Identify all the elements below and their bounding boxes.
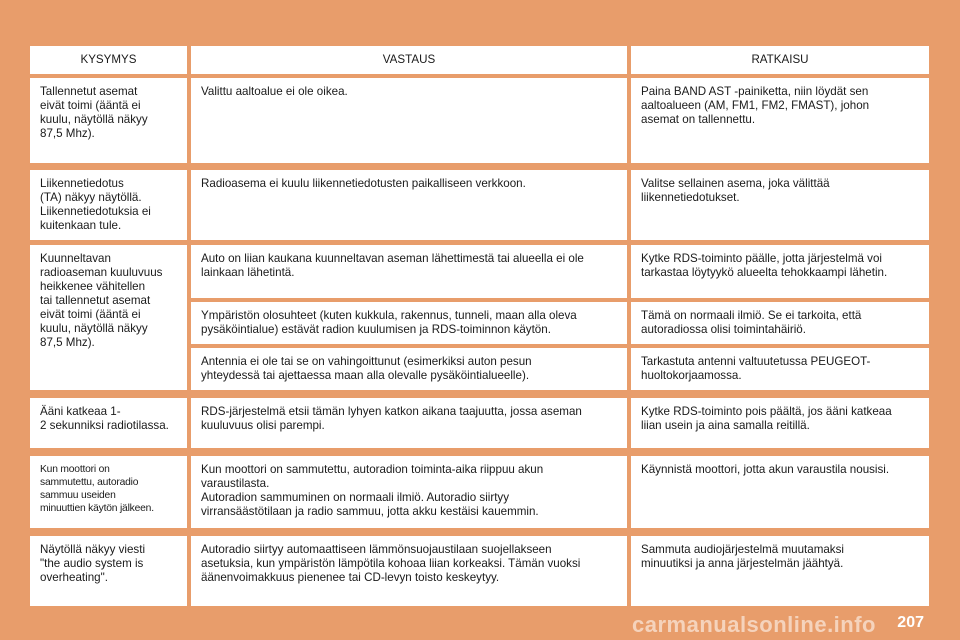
page-number: 207 xyxy=(897,614,924,631)
answer-cell: Kun moottori on sammutettu, autoradion toiminta-aika riippuu akun varaustilasta. Autoradion sammuminen on normaali ilmiö. Autoradio siirtyy virransäästötilaan ja radio sammuu, jotta akku kestäisi kauemmin. xyxy=(191,456,627,528)
solution-cell: Käynnistä moottori, jotta akun varaustila nousisi. xyxy=(631,456,929,528)
question-cell: Näytöllä näkyy viesti "the audio system is overheating". xyxy=(30,536,187,606)
header-answer: VASTAUS xyxy=(191,46,627,74)
solution-cell: Sammuta audiojärjestelmä muutamaksi minuutiksi ja anna järjestelmän jäähtyä. xyxy=(631,536,929,606)
answer-cell: Autoradio siirtyy automaattiseen lämmönsuojaustilaan suojellakseen asetuksia, kun ympäristön lämpötila kohoaa liian korkeaksi. Tämän vuoksi äänenvoimakkuus pienenee tai CD-levyn toisto keskeytyy. xyxy=(191,536,627,606)
answer-cell: Antennia ei ole tai se on vahingoittunut (esimerkiksi auton pesun yhteydessä tai ajettaessa maan alla olevalle pysäköintialueelle). xyxy=(191,348,627,390)
solution-cell: Tarkastuta antenni valtuutetussa PEUGEOT- huoltokorjaamossa. xyxy=(631,348,929,390)
answer-cell: Auto on liian kaukana kuunneltavan aseman lähettimestä tai alueella ei ole lainkaan lähetintä. xyxy=(191,245,627,298)
question-cell: Kuunneltavan radioaseman kuuluvuus heikkenee vähitellen tai tallennetut asemat eivät toimi (ääntä ei kuulu, näytöllä näkyy 87,5 Mhz). xyxy=(30,245,187,390)
question-cell: Kun moottori on sammutettu, autoradio sammuu useiden minuuttien käytön jälkeen. xyxy=(30,456,187,528)
question-cell: Ääni katkeaa 1- 2 sekunniksi radiotilassa. xyxy=(30,398,187,448)
solution-cell: Kytke RDS-toiminto pois päältä, jos ääni katkeaa liian usein ja aina samalla reitillä. xyxy=(631,398,929,448)
solution-cell: Valitse sellainen asema, joka välittää liikennetiedotukset. xyxy=(631,170,929,240)
answer-cell: Radioasema ei kuulu liikennetiedotusten paikalliseen verkkoon. xyxy=(191,170,627,240)
solution-cell: Paina BAND AST -painiketta, niin löydät sen aaltoalueen (AM, FM1, FM2, FMAST), johon asemat on tallennettu. xyxy=(631,78,929,163)
solution-cell: Kytke RDS-toiminto päälle, jotta järjestelmä voi tarkastaa löytyykö alueelta tehokkaampi lähetin. xyxy=(631,245,929,298)
header-question: KYSYMYS xyxy=(30,46,187,74)
answer-cell: Ympäristön olosuhteet (kuten kukkula, rakennus, tunneli, maan alla oleva pysäköintialue) estävät radion kuulumisen ja RDS-toiminnon käytön. xyxy=(191,302,627,344)
header-solution: RATKAISU xyxy=(631,46,929,74)
question-cell: Tallennetut asemat eivät toimi (ääntä ei kuulu, näytöllä näkyy 87,5 Mhz). xyxy=(30,78,187,163)
watermark: carmanualsonline.info xyxy=(632,612,876,637)
answer-cell: RDS-järjestelmä etsii tämän lyhyen katkon aikana taajuutta, jossa aseman kuuluvuus olisi parempi. xyxy=(191,398,627,448)
answer-cell: Valittu aaltoalue ei ole oikea. xyxy=(191,78,627,163)
question-cell: Liikennetiedotus (TA) näkyy näytöllä. Liikennetiedotuksia ei kuitenkaan tule. xyxy=(30,170,187,240)
solution-cell: Tämä on normaali ilmiö. Se ei tarkoita, että autoradiossa olisi toimintahäiriö. xyxy=(631,302,929,344)
